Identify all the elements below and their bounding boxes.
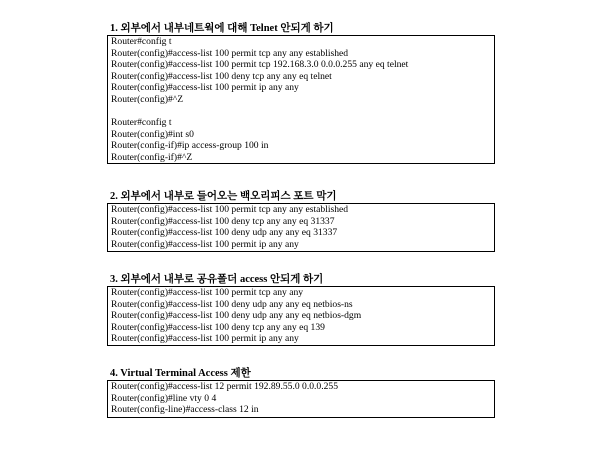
blank-line	[111, 106, 491, 118]
config-line: Router(config-if)#^Z	[111, 151, 193, 163]
config-line: Router(config)#access-list 100 permit ip any any	[111, 333, 299, 345]
section-heading: 4. Virtual Terminal Access 제한	[110, 368, 251, 379]
config-box	[107, 35, 495, 164]
section-vty-block	[107, 367, 495, 418]
config-line: Router(config-line)#access-class 12 in	[111, 404, 259, 416]
config-line: Router(config)#access-list 100 deny udp any any eq netbios-ns	[111, 298, 353, 310]
config-line: Router(config)#access-list 100 deny tcp any any eq 31337	[111, 215, 335, 227]
config-line: Router(config)#access-list 100 deny tcp any any eq telnet	[111, 70, 332, 82]
config-line: Router(config-if)#ip access-group 100 in	[111, 140, 269, 152]
section-telnet-block	[107, 22, 495, 164]
config-line: Router(config)#access-list 100 permit ip any any	[111, 238, 299, 250]
section-heading: 3. 외부에서 내부로 공유폴더 access 안되게 하기	[110, 274, 324, 285]
config-line: Router(config)#access-list 100 permit tcp any any established	[111, 47, 349, 59]
section-shared-folder-block	[107, 273, 495, 346]
config-box	[107, 286, 495, 346]
config-line: Router(config)#access-list 100 permit tcp any any established	[111, 204, 349, 215]
config-box	[107, 203, 495, 252]
config-line: Router(config)#access-list 100 deny udp any any eq netbios-dgm	[111, 310, 362, 322]
config-line: Router(config)#access-list 100 deny udp any any eq 31337	[111, 227, 338, 239]
section-heading: 1. 외부에서 내부네트웍에 대해 Telnet 안되게 하기	[110, 23, 334, 34]
config-line: Router(config)#access-list 12 permit 192.89.55.0 0.0.0.255	[111, 381, 339, 392]
config-line: Router(config)#^Z	[111, 93, 184, 105]
config-line: Router(config)#access-list 100 permit tcp 192.168.3.0 0.0.0.255 any eq telnet	[111, 59, 409, 71]
config-line: Router(config)#access-list 100 deny tcp any any eq 139	[111, 321, 325, 333]
config-line: Router(config)#line vty 0 4	[111, 392, 217, 404]
config-line: Router(config)#access-list 100 permit tcp any any	[111, 287, 304, 298]
config-line: Router(config)#access-list 100 permit ip any any	[111, 82, 299, 94]
config-line: Router(config)#int s0	[111, 128, 194, 140]
config-box	[107, 380, 495, 418]
config-line: Router#config t	[111, 117, 172, 129]
config-line: Router#config t	[111, 36, 172, 47]
section-heading: 2. 외부에서 내부로 들어오는 백오리피스 포트 막기	[110, 191, 337, 202]
section-backorifice-block	[107, 190, 495, 252]
